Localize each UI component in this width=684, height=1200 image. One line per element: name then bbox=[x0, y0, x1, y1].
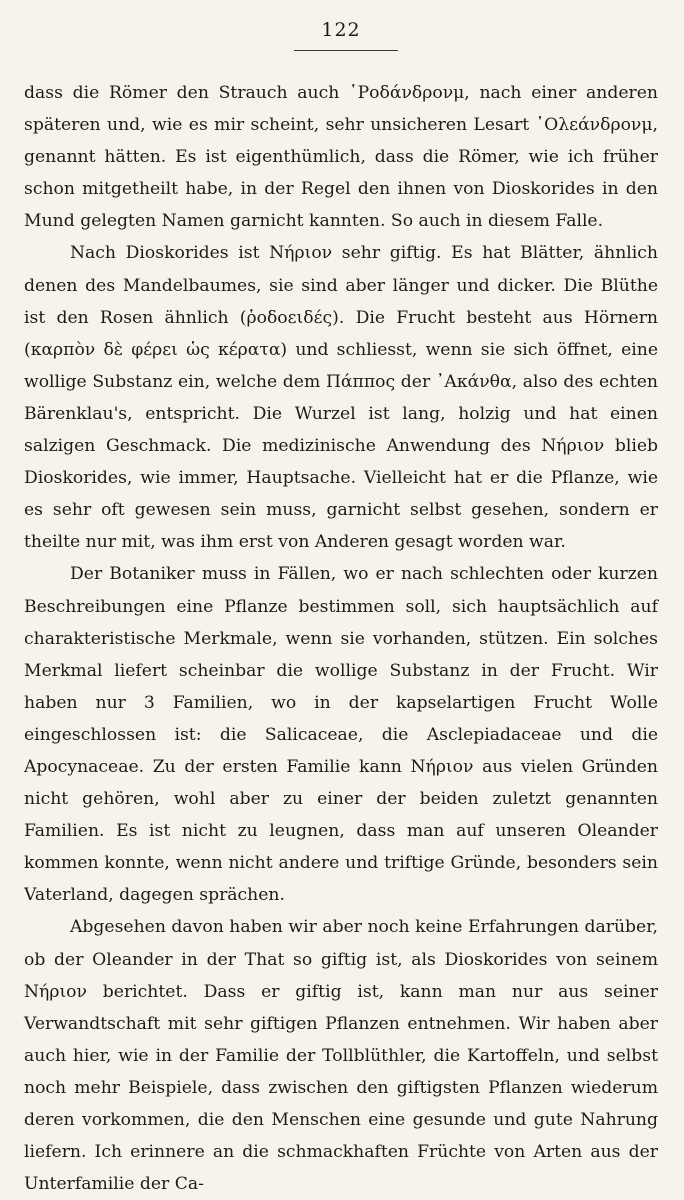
header-rule bbox=[294, 50, 398, 51]
paragraph-3: Der Botaniker muss in Fällen, wo er nach schlechten oder kurzen Beschreibungen eine Pflanze bestimmen soll, sich hauptsächlich auf charakteristische Merkmale, wenn sie vorhanden, stützen. Ein solches Merkmal liefert scheinbar die wollige Substanz in der Frucht. Wir haben nur 3 Familien, wo in der kapselartigen Frucht Wolle eingeschlossen ist: die Salicaceae, die Asclepiadaceae und die Apocynaceae. Zu der ersten Familie kann Νήριον aus vielen Gründen nicht gehören, wohl aber zu einer der beiden zuletzt genannten Familien. Es ist nicht zu leugnen, dass man auf unseren Oleander kommen konnte, wenn nicht andere und triftige Gründe, besonders sein Vaterland, dagegen sprächen. bbox=[24, 564, 658, 906]
paragraph-2: Nach Dioskorides ist Νήριον sehr giftig. Es hat Blätter, ähnlich denen des Mandelbaumes, sie sind aber länger und dicker. Die Blüthe ist den Rosen ähnlich (ῥοδοειδές). Die Frucht besteht aus Hörnern (καρπὸν δὲ φέρει ὡς κέρατα) und schliesst, wenn sie sich öffnet, eine wollige Substanz ein, welche dem Πάππος der ᾿Ακάνθα, also des echten Bärenklau's, entspricht. Die Wurzel ist lang, holzig und hat einen salzigen Geschmack. Die medizinische Anwendung des Νήριον blieb Dioskorides, wie immer, Hauptsache. Vielleicht hat er die Pflanze, wie es sehr oft gewesen sein muss, garnicht selbst gesehen, sondern er theilte nur mit, was ihm erst von Anderen gesagt worden war. bbox=[24, 243, 658, 553]
page-number: 122 bbox=[321, 19, 361, 41]
paragraph-4: Abgesehen davon haben wir aber noch keine Erfahrungen darüber, ob der Oleander in der That so giftig ist, als Dioskorides von seinem Νήριον berichtet. Dass er giftig ist, kann man nur aus seiner Verwandtschaft mit sehr giftigen Pflanzen entnehmen. Wir haben aber auch hier, wie in der Familie der Tollblüthler, die Kartoffeln, und selbst noch mehr Beispiele, dass zwischen den giftigsten Pflanzen wiederum deren vorkommen, die den Menschen eine gesunde und gute Nahrung liefern. Ich erinnere an die schmackhaften Früchte von Arten aus der Unterfamilie der Ca- bbox=[24, 917, 658, 1195]
paragraph-1: dass die Römer den Strauch auch ῾Ροδάνδρονμ, nach einer anderen späteren und, wie es mir scheint, sehr unsicheren Lesart ᾿Ολεάνδρονμ, genannt hätten. Es ist eigenthümlich, dass die Römer, wie ich früher schon mitgetheilt habe, in der Regel den ihnen von Dioskorides in den Mund gelegten Namen garnicht kannten. So auch in diesem Falle. bbox=[24, 83, 658, 232]
body-text bbox=[24, 77, 658, 1200]
